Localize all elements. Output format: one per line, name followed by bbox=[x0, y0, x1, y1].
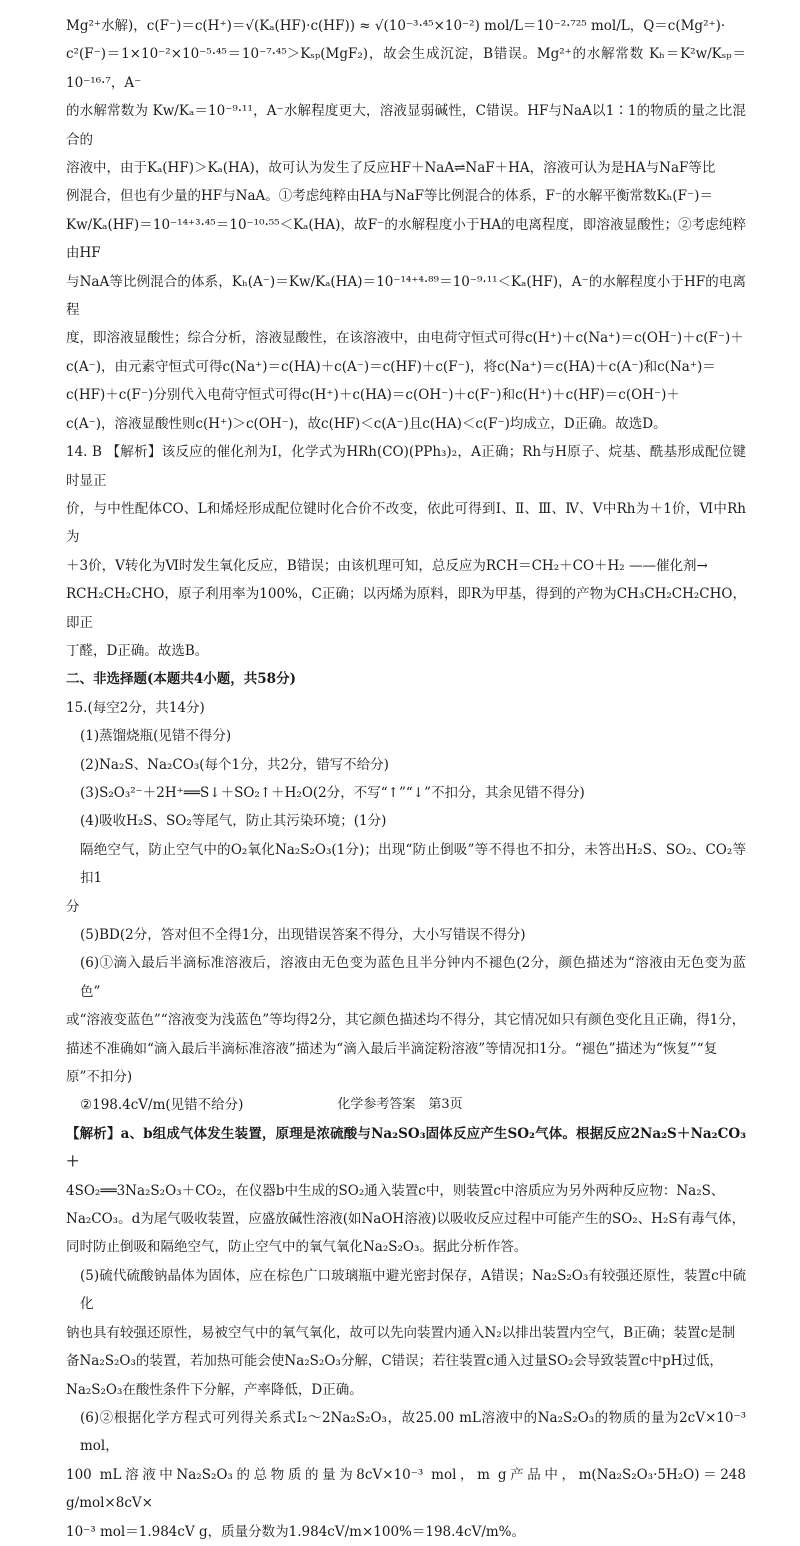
text-line: 度，即溶液显酸性；综合分析，溶液显酸性，在该溶液中，由电荷守恒式可得c(H⁺)＋c(Na⁺)＝c(OH⁻)＋c(F⁻)＋ bbox=[66, 330, 744, 347]
text-line: c(HF)＋c(F⁻)分别代入电荷守恒式可得c(H⁺)＋c(HA)＝c(OH⁻)＋c(F⁻)和c(H⁺)＋c(HF)＝c(OH⁻)＋ bbox=[66, 387, 680, 404]
text-line: (3)S₂O₃²⁻＋2H⁺══S↓＋SO₂↑＋H₂O(2分，不写“↑”“↓”不扣分，其余见错不得分) bbox=[80, 784, 585, 801]
answer-page bbox=[66, 12, 746, 1546]
text-line: 价，与中性配体CO、L和烯烃形成配位键时化合价不改变，依此可得到Ⅰ、Ⅱ、Ⅲ、Ⅳ、Ⅴ中Rh为＋1价，Ⅵ中Rh为 bbox=[66, 500, 746, 546]
text-line: 与NaA等比例混合的体系，Kₕ(A⁻)＝Kw/Kₐ(HA)＝10⁻¹⁴⁺⁴·⁸⁹＝10⁻⁹·¹¹＜Kₐ(HF)，A⁻的水解程度小于HF的电离程 bbox=[66, 273, 746, 319]
text-line: 15.(每空2分，共14分) bbox=[66, 699, 205, 716]
page-footer: 化学参考答案 第3页 bbox=[337, 1097, 463, 1112]
text-line: RCH₂CH₂CHO，原子利用率为100%，C正确；以丙烯为原料，即R为甲基，得到的产物为CH₃CH₂CH₂CHO，即正 bbox=[66, 586, 746, 631]
text-line: 原”不扣分) bbox=[66, 1069, 133, 1086]
text-line: (4)吸收H₂S、SO₂等尾气，防止其污染环境；(1分) bbox=[80, 813, 387, 830]
text-line: 同时防止倒吸和隔绝空气，防止空气中的氧气氧化Na₂S₂O₃。据此分析作答。 bbox=[66, 1239, 528, 1256]
text-line: 分 bbox=[66, 898, 80, 915]
section-heading: 二、非选择题(本题共4小题，共58分) bbox=[66, 671, 296, 688]
text-line: (6)①滴入最后半滴标准溶液后，溶液由无色变为蓝色且半分钟内不褪色(2分，颜色描述为“溶液由无色变为蓝色” bbox=[80, 955, 746, 1000]
text-line: 例混合，但也有少量的HF与NaA。①考虑纯粹由HA与NaF等比例混合的体系，F⁻的水解平衡常数Kₕ(F⁻)＝ bbox=[66, 188, 713, 205]
text-line: 溶液中，由于Kₐ(HF)＞Kₐ(HA)，故可认为发生了反应HF＋NaA⇌NaF＋HA，溶液可认为是HA与NaF等比 bbox=[66, 160, 716, 177]
text-line: Kw/Kₐ(HF)＝10⁻¹⁴⁺³·⁴⁵＝10⁻¹⁰·⁵⁵＜Kₐ(HA)，故F⁻的水解程度小于HA的电离程度，即溶液显酸性；②考虑纯粹由HF bbox=[66, 216, 746, 262]
question-15 bbox=[66, 694, 746, 1120]
text-line: (5)BD(2分，答对但不全得1分，出现错误答案不得分，大小写错误不得分) bbox=[80, 927, 526, 943]
text-line: (6)②根据化学方程式可列得关系式I₂～2Na₂S₂O₃，故25.00 mL溶液中的Na₂S₂O₃的物质的量为2cV×10⁻³ mol， bbox=[80, 1409, 746, 1455]
text-line: c(A⁻)，由元素守恒式可得c(Na⁺)＝c(HA)＋c(A⁻)＝c(HF)＋c(F⁻)，将c(Na⁺)＝c(HA)＋c(A⁻)和c(Na⁺)＝ bbox=[66, 358, 716, 375]
text-line: 描述不准确如“滴入最后半滴标准溶液”描述为“滴入最后半滴淀粉溶液”等情况扣1分。“褪色”描述为“恢复”“复 bbox=[66, 1040, 718, 1057]
text-line: c(A⁻)，溶液显酸性则c(H⁺)＞c(OH⁻)，故c(HF)＜c(A⁻)且c(HA)＜c(F⁻)均成立，D正确。故选D。 bbox=[66, 415, 667, 432]
text-line: Mg²⁺水解)，c(F⁻)＝c(H⁺)＝√(Kₐ(HF)·c(HF)) ≈ √(10⁻³·⁴⁵×10⁻²) mol/L＝10⁻²·⁷²⁵ mol/L，Q＝c(Mg²⁺)· bbox=[66, 18, 726, 34]
text-line: Na₂CO₃。d为尾气吸收装置，应盛放碱性溶液(如NaOH溶液)以吸收反应过程中可能产生的SO₂、H₂S有毒气体， bbox=[66, 1211, 746, 1228]
text-line: 或“溶液变蓝色”“溶液变为浅蓝色”等均得2分，其它颜色描述均不得分，其它情况如只有颜色变化且正确，得1分， bbox=[66, 1012, 746, 1029]
text-line: 【解析】a、b组成气体发生装置，原理是浓硫酸与Na₂SO₃固体反应产生SO₂气体。根据反应2Na₂S＋Na₂CO₃＋ bbox=[66, 1125, 746, 1171]
text-line: 的水解常数为 Kw/Kₐ＝10⁻⁹·¹¹，A⁻水解程度更大，溶液显弱碱性，C错误。HF与NaA以1∶1的物质的量之比混合的 bbox=[66, 103, 746, 148]
question-15-analysis bbox=[66, 1120, 746, 1546]
text-line: ②198.4cV/m(见错不给分) bbox=[80, 1097, 244, 1114]
text-line: 丁醛，D正确。故选B。 bbox=[66, 642, 209, 659]
text-line: (5)硫代硫酸钠晶体为固体，应在棕色广口玻璃瓶中避光密封保存，A错误；Na₂S₂O₃有较强还原性，装置c中硫化 bbox=[80, 1267, 746, 1313]
text-line: Na₂S₂O₃在酸性条件下分解，产率降低，D正确。 bbox=[66, 1381, 363, 1398]
text-line: 10⁻³ mol＝1.984cV g，质量分数为1.984cV/m×100%＝198.4cV/m%。 bbox=[66, 1523, 525, 1540]
section13-tail bbox=[66, 12, 746, 438]
text-line: c²(F⁻)＝1×10⁻²×10⁻⁵·⁴⁵＝10⁻⁷·⁴⁵＞Kₛₚ(MgF₂)，故会生成沉淀，B错误。Mg²⁺的水解常数 Kₕ＝K²w/Kₛₚ＝10⁻¹⁶·⁷，A⁻ bbox=[66, 46, 746, 91]
text-line: 100 mL溶液中Na₂S₂O₃的总物质的量为8cV×10⁻³ mol，m g产品中，m(Na₂S₂O₃·5H₂O)＝248 g/mol×8cV× bbox=[66, 1466, 746, 1512]
text-line: ＋3价，Ⅴ转化为Ⅵ时发生氧化反应，B错误；由该机理可知，总反应为RCH＝CH₂＋CO＋H₂ ——催化剂→ bbox=[66, 557, 708, 574]
text-line: (2)Na₂S、Na₂CO₃(每个1分，共2分，错写不给分) bbox=[80, 756, 389, 773]
text-line: 备Na₂S₂O₃的装置，若加热可能会使Na₂S₂O₃分解，C错误；若往装置c通入过量SO₂会导致装置c中pH过低， bbox=[66, 1353, 723, 1370]
text-line: (1)蒸馏烧瓶(见错不得分) bbox=[80, 728, 232, 745]
text-line: 钠也具有较强还原性，易被空气中的氧气氧化，故可以先向装置内通入N₂以排出装置内空气，B正确；装置c是制 bbox=[66, 1324, 736, 1341]
text-line: 4SO₂══3Na₂S₂O₃＋CO₂，在仪器b中生成的SO₂通入装置c中，则装置c中溶质应为另外两种反应物：Na₂S、 bbox=[66, 1182, 725, 1199]
text-line: 14. B 【解析】该反应的催化剂为Ⅰ，化学式为HRh(CO)(PPh₃)₂，A正确；Rh与H原子、烷基、酰基形成配位键时显正 bbox=[66, 444, 746, 489]
text-line: 隔绝空气，防止空气中的O₂氧化Na₂S₂O₃(1分)；出现“防止倒吸”等不得也不扣分，未答出H₂S、SO₂、CO₂等扣1 bbox=[80, 841, 746, 887]
question-14 bbox=[66, 438, 746, 665]
